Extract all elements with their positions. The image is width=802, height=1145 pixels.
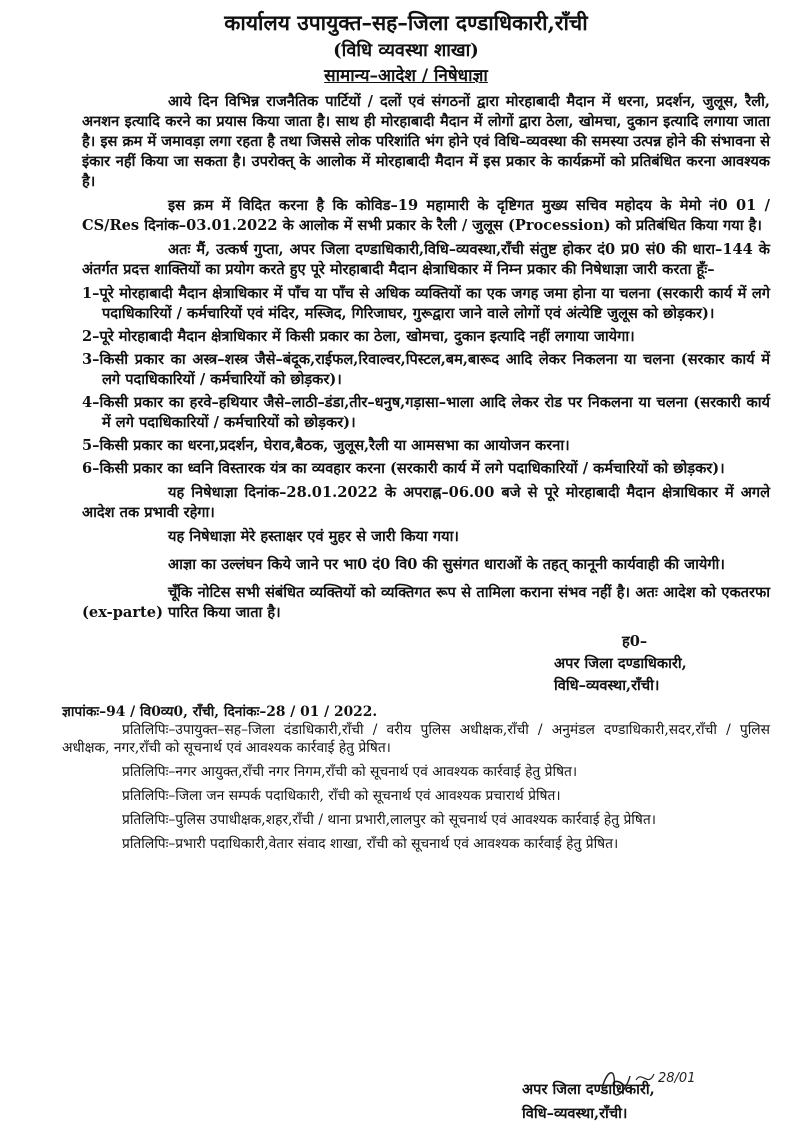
order-item-3: 3–किसी प्रकार का अस्त्र–शस्त्र जैसे–बंदूक,राईफल,रिवाल्वर,पिस्टल,बम,बारूद आदि लेकर निकलना या चलना (सरकार कार्य में लगे पदाधिकारियों / कर्मचारियों को छोड़कर)। bbox=[82, 351, 770, 388]
copy-3: प्रतिलिपिः–जिला जन सम्पर्क पदाधिकारी, राँची को सूचनार्थ एवं आवश्यक प्रचारार्थ प्रेषित। bbox=[122, 788, 561, 804]
signatory-office-2: विधि–व्यवस्था,राँची। bbox=[522, 1105, 628, 1122]
paragraph-1: आये दिन विभिन्न राजनैतिक पार्टियों / दलों एवं संगठनों द्वारा मोरहाबादी मैदान में धरना, प्रदर्शन, जुलूस, रैली, अनशन इत्यादि करने का प्रयास किया जाता है। साथ ही मोरहाबादी मैदान में लोगों द्वारा ठेला, खोमचा, दुकान इत्यादि लगाया जाता है। इस क्रम में जमावड़ा लगा रहता है तथा जिससे लोक परिशांति भंग होने एवं विधि–व्यवस्था की समस्या उत्पन्न होने की संभावना से इंकार नहीं किया जा सकता है। उपरोक्त् के आलोक में मोरहाबादी मैदान में इस प्रकार के कार्यक्रमों को प्रतिबंधित करना आवश्यक है। bbox=[82, 93, 771, 190]
office-title: कार्यालय उपायुक्त–सह–जिला दण्डाधिकारी,राँची bbox=[224, 10, 588, 35]
order-item-4: 4–किसी प्रकार का हरवे–हथियार जैसे–लाठी–डंडा,तीर–धनुष,गड़ासा–भाला आदि लेकर रोड पर निकलना या चलना (सरकारी कार्य में लगे पदाधिकारियों / कर्मचारियों को छोड़कर)। bbox=[82, 394, 770, 431]
signatory-title: अपर जिला दण्डाधिकारी, bbox=[554, 655, 687, 672]
order-item-5: 5–किसी प्रकार का धरना,प्रदर्शन, घेराव,बैठक, जुलूस,रैली या आमसभा का आयोजन करना। bbox=[82, 437, 570, 454]
handwritten-date: 28/01 bbox=[658, 1071, 696, 1086]
closing-1: यह निषेधाज्ञा दिनांक–28.01.2022 के अपराह्न–06.00 बजे से पूरे मोरहाबादी मैदान क्षेत्राधिकार में अगले आदेश तक प्रभावी रहेगा। bbox=[82, 484, 770, 521]
signatory-office: विधि–व्यवस्था,राँची। bbox=[554, 677, 660, 694]
sd-mark: ह0– bbox=[622, 633, 648, 650]
paragraph-2: इस क्रम में विदित करना है कि कोविड–19 महामारी के दृष्टिगत मुख्य सचिव महोदय के मेमो नं0 01 / CS/Res दिनांक–03.01.2022 के आलोक में सभी प्रकार के रैली / जुलूस (Procession) को प्रतिबंधित किया गया है। bbox=[82, 197, 770, 234]
memo-number: ज्ञापांकः–94 / वि0व्य0, राँची, दिनांकः–28 / 01 / 2022. bbox=[62, 704, 378, 720]
copy-1: प्रतिलिपिः–उपायुक्त–सह–जिला दंडाधिकारी,राँची / वरीय पुलिस अधीक्षक,राँची / अनुमंडल दण्डाधिकारी,सदर,राँची / पुलिस अधीक्षक, नगर,राँची को सूचनार्थ एवं आवश्यक कार्रवाई हेतु प्रेषित। bbox=[62, 722, 770, 756]
order-title: सामान्य–आदेश / निषेधाज्ञा bbox=[324, 66, 488, 86]
signatory-title-2: अपर जिला दण्डाधिकारी, bbox=[522, 1081, 655, 1098]
signature-block-2 bbox=[522, 1078, 655, 1126]
memo-section bbox=[62, 703, 770, 853]
order-items bbox=[82, 284, 770, 479]
copy-5: प्रतिलिपिः–प्रभारी पदाधिकारी,वेतार संवाद शाखा, राँची को सूचनार्थ एवं आवश्यक कार्रवाई हेतु प्रेषित। bbox=[122, 836, 619, 852]
closing-4: चूँकि नोटिस सभी संबंधित व्यक्तियों को व्यक्तिगत रूप से तामिला कराना संभव नहीं है। अतः आदेश को एकतरफा (ex-parte) पारित किया जाता है। bbox=[82, 584, 770, 621]
copy-4: प्रतिलिपिः–पुलिस उपाधीक्षक,शहर,राँची / थाना प्रभारी,लालपुर को सूचनार्थ एवं आवश्यक कार्रवाई हेतु प्रेषित। bbox=[122, 812, 656, 828]
order-item-1: 1–पूरे मोरहाबादी मैदान क्षेत्राधिकार में पाँच या पाँच से अधिक व्यक्तियों का एक जगह जमा होना या चलना (सरकारी कार्य में लगे पदाधिकारियों / कर्मचारियों एवं मंदिर, मस्जिद, गिरिजाघर, गुरूद्वारा जाने वाले लोगों एवं अंत्येष्टि जुलूस को छोड़कर)। bbox=[82, 285, 770, 322]
branch-title: (विधि व्यवस्था शाखा) bbox=[333, 40, 479, 61]
order-item-2: 2–पूरे मोरहाबादी मैदान क्षेत्राधिकार में किसी प्रकार का ठेला, खोमचा, दुकान इत्यादि नहीं लगाया जायेगा। bbox=[82, 328, 635, 345]
paragraph-3: अतः मैं, उत्कर्ष गुप्ता, अपर जिला दण्डाधिकारी,विधि–व्यवस्था,राँची संतुष्ट होकर दं0 प्र0 सं0 की धारा–144 के अंतर्गत प्रदत्त शाक्तियों का प्रयोग करते हुए पूरे मोरहाबादी मैदान क्षेत्राधिकार में निम्न प्रकार की निषेधाज्ञा जारी करता हूँः– bbox=[82, 241, 770, 278]
order-item-6: 6–किसी प्रकार का ध्वनि विस्तारक यंत्र का व्यवहार करना (सरकारी कार्य में लगे पदाधिकारियों / कर्मचारियों को छोड़कर)। bbox=[82, 460, 725, 477]
signature-block-1 bbox=[82, 631, 770, 697]
closing-3: आज्ञा का उल्लंघन किये जाने पर भा0 दं0 वि0 की सुसंगत धाराओं के तहत् कानूनी कार्यवाही की जायेगी। bbox=[168, 556, 725, 573]
closing-2: यह निषेधाज्ञा मेरे हस्ताक्षर एवं मुहर से जारी किया गया। bbox=[168, 528, 459, 545]
copy-2: प्रतिलिपिः–नगर आयुक्त,राँची नगर निगम,राँची को सूचनार्थ एवं आवश्यक कार्रवाई हेतु प्रेषित। bbox=[122, 764, 578, 780]
